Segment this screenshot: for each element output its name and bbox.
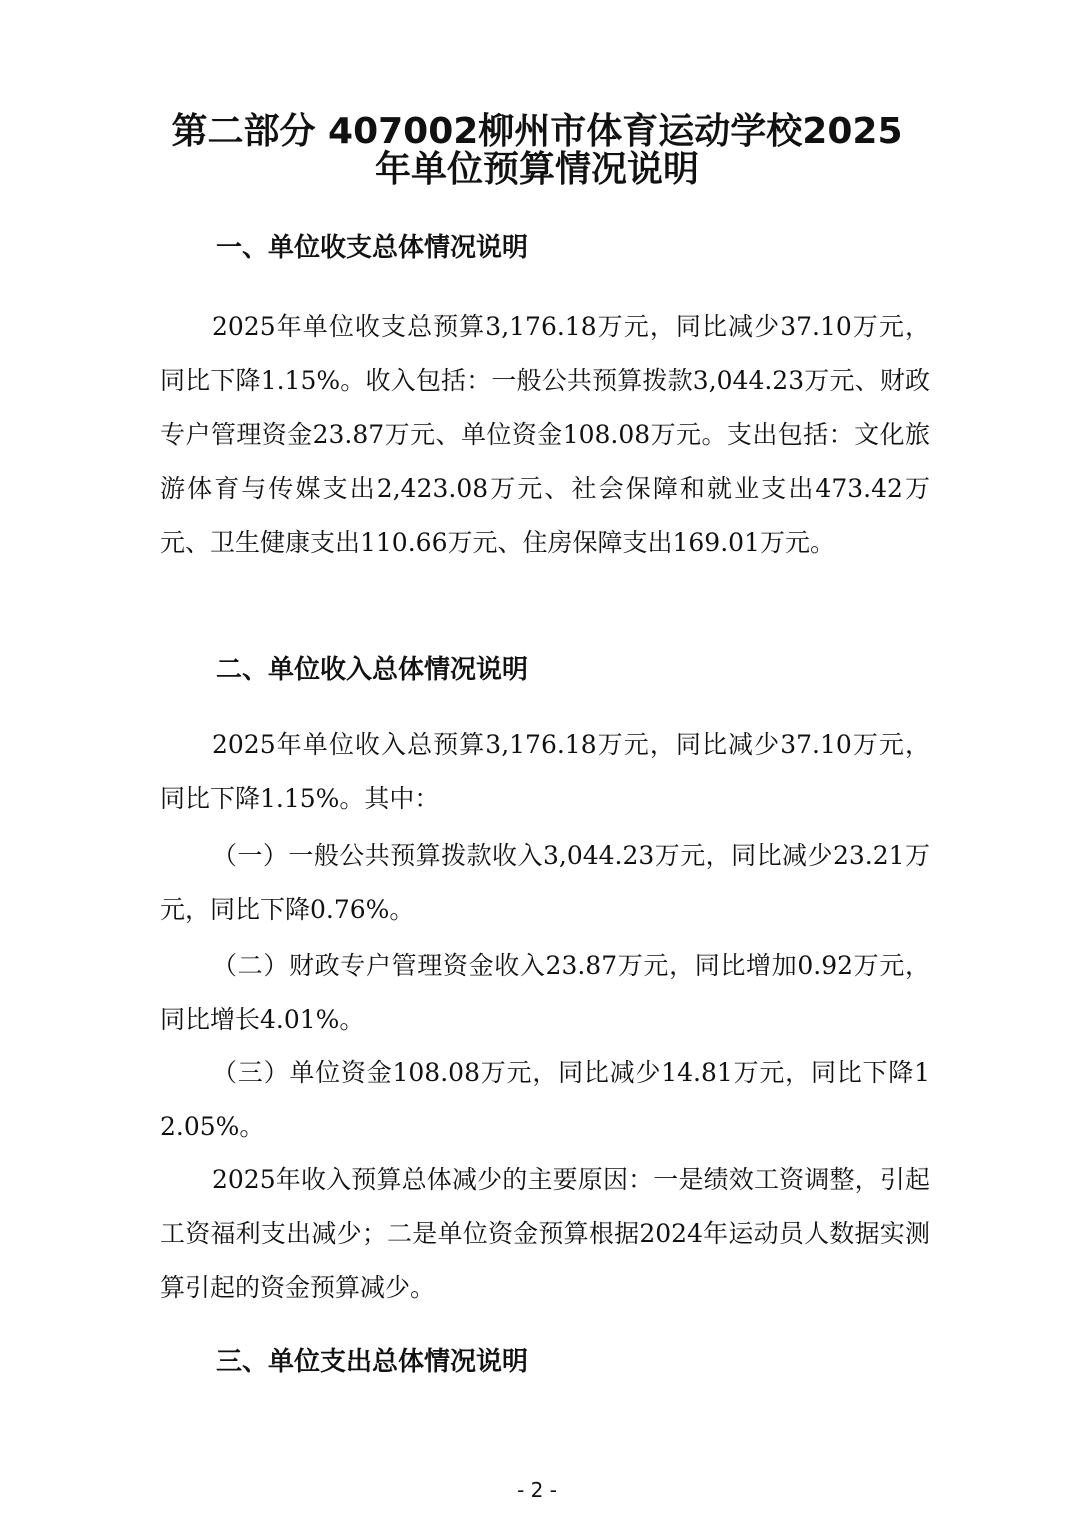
- section-heading-income-overview: 二、单位收入总体情况说明: [216, 655, 529, 685]
- paragraph-income-total: 2025年单位收入总预算3,176.18万元，同比减少37.10万元，同比下降1.15%。其中：: [160, 730, 930, 813]
- document-title-line-1: 第二部分 407002柳州市体育运动学校2025: [171, 111, 903, 152]
- section-heading-income-expense-overview: 一、单位收支总体情况说明: [216, 233, 529, 263]
- section-heading-expense-overview: 三、单位支出总体情况说明: [216, 1347, 529, 1377]
- document-title-line-2: 年单位预算情况说明: [374, 149, 699, 190]
- page-number: - 2 -: [517, 1478, 557, 1502]
- paragraph-income-general-budget: （一）一般公共预算拨款收入3,044.23万元，同比减少23.21万元，同比下降0.76%。: [160, 841, 930, 924]
- paragraph-income-decrease-reason: 2025年收入预算总体减少的主要原因：一是绩效工资调整，引起工资福利支出减少；二是单位资金预算根据2024年运动员人数据实测算引起的资金预算减少。: [160, 1165, 930, 1302]
- paragraph-income-unit-funds: （三）单位资金108.08万元，同比减少14.81万元，同比下降12.05%。: [160, 1058, 930, 1141]
- paragraph-income-expense-overview: 2025年单位收支总预算3,176.18万元，同比减少37.10万元，同比下降1.15%。收入包括：一般公共预算拨款3,044.23万元、财政专户管理资金23.87万元、单位资金108.08万元。支出包括：文化旅游体育与传媒支出2,423.08万元、社会保障和就业支出473.42万元、卫生健康支出110.66万元、住房保障支出169.01万元。: [160, 312, 930, 557]
- paragraph-income-fiscal-account: （二）财政专户管理资金收入23.87万元，同比增加0.92万元，同比增长4.01%。: [160, 951, 930, 1034]
